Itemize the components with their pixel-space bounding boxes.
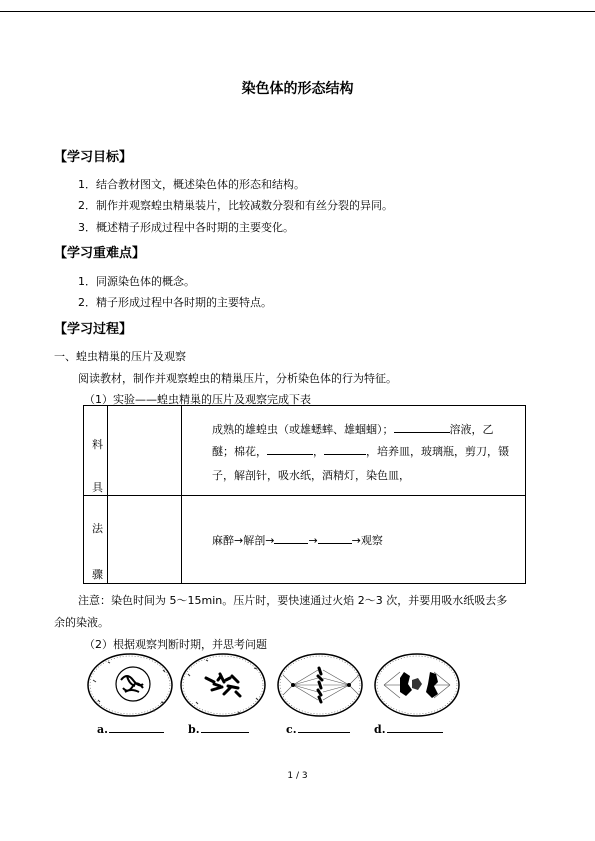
goal-item-1: 1．结合教材图文，概述染色体的形态和结构。 (78, 178, 305, 191)
answer-d-blank[interactable] (387, 721, 443, 733)
steps-row (84, 496, 526, 584)
header-rule (0, 11, 595, 12)
answer-c-blank[interactable] (298, 721, 350, 733)
steps-part-a: 麻醉→解剖→ (212, 534, 275, 547)
process-heading: 【学习过程】 (54, 322, 133, 337)
key-point-item-2: 2．精子形成过程中各时期的主要特点。 (78, 296, 272, 309)
cell-figure-d (370, 650, 465, 720)
note-line-2: 余的染液。 (54, 616, 109, 629)
materials-label-top: 料 (92, 438, 103, 451)
materials-line3: 子，解剖针，吸水纸，酒精灯，染色皿， (212, 469, 410, 482)
experiment-table (83, 405, 526, 584)
materials-empty-cell (108, 406, 182, 496)
answer-d-label: d. (374, 723, 386, 736)
steps-label-bottom: 骤 (92, 568, 103, 581)
steps-label-top: 法 (92, 522, 103, 535)
answer-b-blank[interactable] (201, 721, 249, 733)
cell-figure-b (176, 650, 271, 720)
blank-step-2[interactable] (318, 532, 352, 544)
materials-row (84, 406, 526, 496)
answer-c-label: c. (286, 723, 297, 736)
note-line-1: 注意：染色时间为 5～15min。压片时，要快速通过火焰 2～3 次，并要用吸水纸吸去多 (78, 594, 508, 607)
page-title: 染色体的形态结构 (241, 81, 354, 97)
blank-step-1[interactable] (274, 532, 308, 544)
page-number: 1 / 3 (287, 771, 308, 781)
goal-item-2: 2．制作并观察蝗虫精巢装片，比较减数分裂和有丝分裂的异同。 (78, 199, 393, 212)
answer-a-label: a. (97, 723, 108, 736)
answer-b-label: b. (188, 723, 200, 736)
sub1-caption: （1）实验——蝗虫精巢的压片及观察完成下表 (84, 393, 311, 406)
answer-c (286, 721, 350, 736)
goal-item-3: 3．概述精子形成过程中各时期的主要变化。 (78, 221, 294, 234)
blank-solution[interactable] (394, 421, 450, 433)
answer-b (188, 721, 249, 736)
materials-label (84, 406, 108, 496)
sub2-caption: （2）根据观察判断时期，并思考问题 (84, 638, 267, 651)
blank-material-1[interactable] (267, 443, 313, 455)
answer-a-blank[interactable] (109, 721, 164, 733)
answer-a (97, 721, 164, 736)
materials-line2-c: ，培养皿，玻璃瓶，剪刀，镊 (366, 445, 509, 458)
materials-content (182, 406, 526, 496)
part1-title: 一、蝗虫精巢的压片及观察 (54, 350, 186, 363)
steps-content (182, 496, 526, 584)
key-points-heading: 【学习重难点】 (54, 246, 146, 261)
materials-line1-b: 溶液，乙 (449, 423, 494, 436)
materials-line1-a: 成熟的雄蝗虫（或雄蟋蟀、雄蝈蝈）； (212, 423, 394, 436)
materials-line2-a: 醚；棉花， (212, 445, 267, 458)
steps-part-c: →观察 (351, 534, 383, 547)
steps-empty-cell (108, 496, 182, 584)
cell-figure-c (273, 650, 368, 720)
steps-part-b: → (308, 534, 318, 547)
steps-label (84, 496, 108, 584)
goals-heading: 【学习目标】 (54, 150, 133, 165)
key-point-item-1: 1．同源染色体的概念。 (78, 275, 195, 288)
answer-d (374, 721, 443, 736)
cell-figure-a (83, 650, 178, 720)
part1-intro: 阅读教材，制作并观察蝗虫的精巢压片，分析染色体的行为特征。 (78, 372, 397, 385)
materials-line2-b: ， (313, 445, 324, 458)
blank-material-2[interactable] (324, 443, 366, 455)
materials-label-bottom: 具 (92, 481, 103, 494)
